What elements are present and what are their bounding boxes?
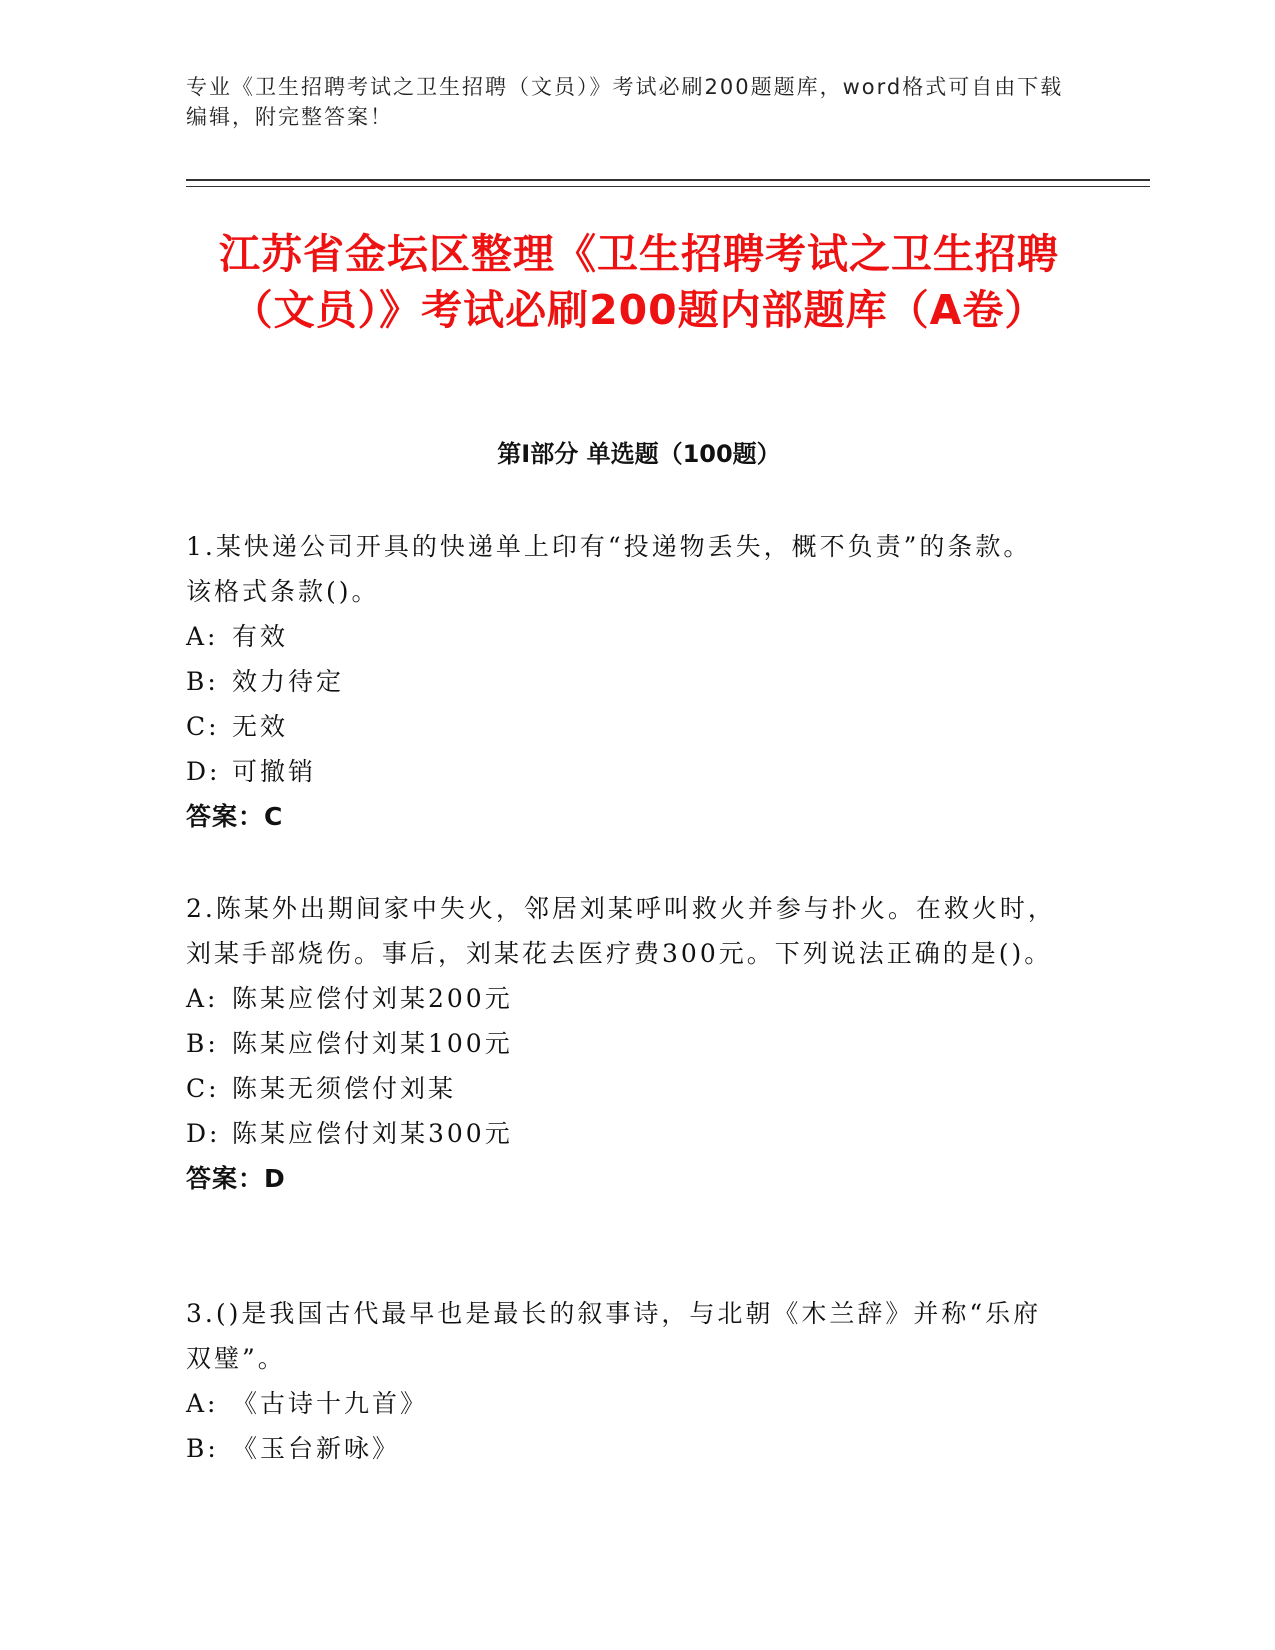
- header-note: 专业《卫生招聘考试之卫生招聘（文员）》考试必刷200题题库，word格式可自由下载编辑，附完整答案！: [186, 75, 1064, 129]
- option-text: 《古诗十九首》: [232, 1389, 429, 1418]
- option-text: 无效: [232, 712, 289, 741]
- header-divider-thick: [186, 179, 1150, 181]
- option-text: 陈某无须偿付刘某: [232, 1074, 457, 1103]
- option-text: 可撤销: [232, 757, 317, 786]
- option-letter: D:: [186, 757, 221, 786]
- option-letter: C:: [186, 1074, 220, 1103]
- option-letter: A:: [186, 622, 219, 651]
- question-3: [186, 1291, 1056, 1471]
- option-letter: A:: [186, 984, 219, 1013]
- option-text: 有效: [232, 622, 289, 651]
- option-letter: B:: [186, 1434, 219, 1463]
- option-b: [186, 1021, 1056, 1066]
- option-letter: D:: [186, 1119, 221, 1148]
- option-a: [186, 1381, 1056, 1426]
- answer-prefix: 答案：: [186, 1164, 265, 1193]
- answer-value: D: [264, 1164, 286, 1193]
- question-stem: 3.()是我国古代最早也是最长的叙事诗，与北朝《木兰辞》并称“乐府双璧”。: [186, 1299, 1042, 1373]
- option-b: [186, 1426, 1056, 1471]
- option-text: 《玉台新咏》: [232, 1434, 401, 1463]
- option-d: [186, 1111, 1056, 1156]
- header-divider-thin: [186, 186, 1150, 187]
- option-letter: B:: [186, 667, 219, 696]
- option-text: 陈某应偿付刘某300元: [232, 1119, 513, 1148]
- option-a: [186, 976, 1056, 1021]
- question-2: [186, 886, 1056, 1202]
- option-text: 陈某应偿付刘某100元: [232, 1029, 513, 1058]
- section-title: 第I部分 单选题（100题）: [497, 440, 781, 468]
- answer-prefix: 答案：: [186, 802, 265, 831]
- option-d: [186, 749, 1056, 794]
- option-text: 陈某应偿付刘某200元: [232, 984, 513, 1013]
- answer-line: [186, 794, 1056, 840]
- option-c: [186, 1066, 1056, 1111]
- option-letter: C:: [186, 712, 220, 741]
- option-a: [186, 614, 1056, 659]
- option-c: [186, 704, 1056, 749]
- question-stem: 2.陈某外出期间家中失火，邻居刘某呼叫救火并参与扑火。在救火时，刘某手部烧伤。事后，刘某花去医疗费300元。下列说法正确的是()。: [186, 894, 1056, 968]
- option-b: [186, 659, 1056, 704]
- answer-line: [186, 1156, 1056, 1202]
- document-title: 江苏省金坛区整理《卫生招聘考试之卫生招聘（文员）》考试必刷200题内部题库（A卷）: [219, 230, 1059, 334]
- option-letter: B:: [186, 1029, 219, 1058]
- option-letter: A:: [186, 1389, 219, 1418]
- answer-value: C: [264, 802, 284, 831]
- question-stem: 1.某快递公司开具的快递单上印有“投递物丢失，概不负责”的条款。该格式条款()。: [186, 532, 1032, 606]
- question-1: [186, 524, 1056, 840]
- option-text: 效力待定: [232, 667, 345, 696]
